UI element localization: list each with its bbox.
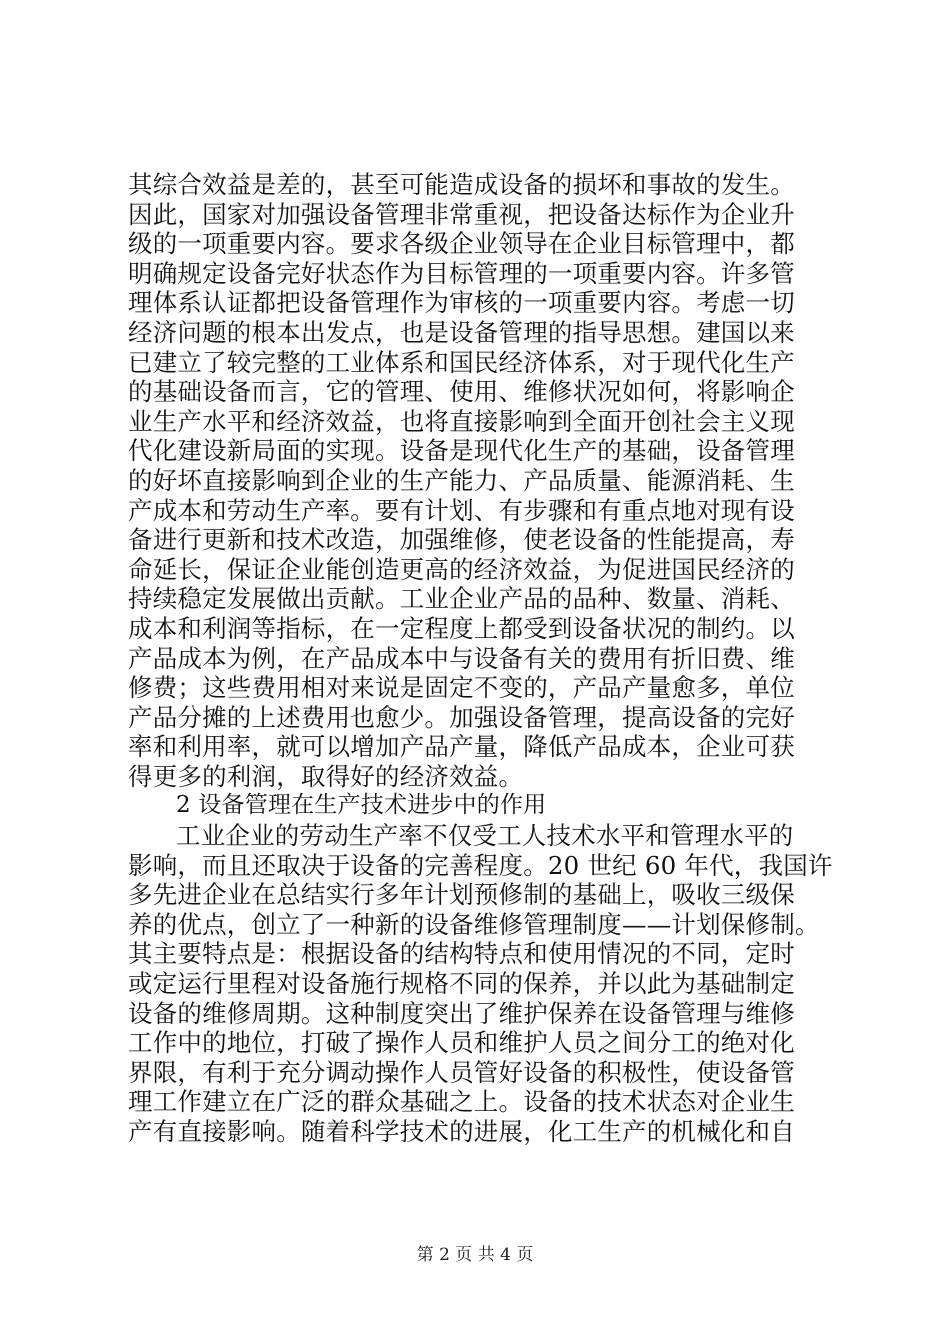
text-line: 界限，有利于充分调动操作人员管好设备的积极性，使设备管 <box>128 1057 795 1087</box>
text-line: 业生产水平和经济效益，也将直接影响到全面开创社会主义现 <box>128 406 795 436</box>
text-line: 设备的维修周期。这种制度突出了维护保养在设备管理与维修 <box>128 998 795 1028</box>
text-line: 理工作建立在广泛的群众基础之上。设备的技术状态对企业生 <box>128 1087 795 1117</box>
page-footer <box>0 1244 950 1266</box>
text-line: 已建立了较完整的工业体系和国民经济体系，对于现代化生产 <box>128 347 795 377</box>
text-line: 产品成本为例，在产品成本中与设备有关的费用有折旧费、维 <box>128 643 795 673</box>
heading-text: 2 设备管理在生产技术进步中的作用 <box>176 792 547 819</box>
text-line: 产成本和劳动生产率。要有计划、有步骤和有重点地对现有设 <box>128 495 795 525</box>
text-line: 产品分摊的上述费用也愈少。加强设备管理，提高设备的完好 <box>128 702 795 732</box>
text-line: 代化建设新局面的实现。设备是现代化生产的基础，设备管理 <box>128 436 795 466</box>
text-line: 命延长，保证企业能创造更高的经济效益，为促进国民经济的 <box>128 554 795 584</box>
text-line: 其综合效益是差的，甚至可能造成设备的损坏和事故的发生。 <box>128 170 795 199</box>
text-line: 级的一项重要内容。要求各级企业领导在企业目标管理中，都 <box>128 229 795 259</box>
text-line: 得更多的利润，取得好的经济效益。 <box>128 761 524 791</box>
paragraph-1 <box>128 170 828 791</box>
text-line: 影响，而且还取决于设备的完善程度。20 世纪 60 年代，我国许 <box>128 850 833 880</box>
text-line: 成本和利润等指标，在一定程度上都受到设备状况的制约。以 <box>128 613 795 643</box>
text-line: 的基础设备而言，它的管理、使用、维修状况如何，将影响企 <box>128 377 795 407</box>
text-line: 备进行更新和技术改造，加强维修，使老设备的性能提高，寿 <box>128 525 795 555</box>
text-line: 工业企业的劳动生产率不仅受工人技术水平和管理水平的 <box>176 821 794 851</box>
section-heading <box>128 791 828 821</box>
page-number: 第 2 页 共 4 页 <box>416 1245 534 1265</box>
text-line: 或定运行里程对设备施行规格不同的保养，并以此为基础制定 <box>128 969 795 999</box>
paragraph-2 <box>128 821 833 1147</box>
text-line: 率和利用率，就可以增加产品产量，降低产品成本，企业可获 <box>128 732 795 762</box>
text-line: 明确规定设备完好状态作为目标管理的一项重要内容。许多管 <box>128 258 795 288</box>
body-text <box>128 170 833 1147</box>
text-line: 理体系认证都把设备管理作为审核的一项重要内容。考虑一切 <box>128 288 795 318</box>
text-line: 持续稳定发展做出贡献。工业企业产品的品种、数量、消耗、 <box>128 584 795 614</box>
text-line: 修费；这些费用相对来说是固定不变的，产品产量愈多，单位 <box>128 673 795 703</box>
text-line: 其主要特点是：根据设备的结构特点和使用情况的不同，定时 <box>128 939 795 969</box>
text-line: 的好坏直接影响到企业的生产能力、产品质量、能源消耗、生 <box>128 465 795 495</box>
text-line: 工作中的地位，打破了操作人员和维护人员之间分工的绝对化 <box>128 1028 795 1058</box>
text-line: 因此，国家对加强设备管理非常重视，把设备达标作为企业升 <box>128 199 795 229</box>
text-line: 多先进企业在总结实行多年计划预修制的基础上，吸收三级保 <box>128 880 795 910</box>
text-line: 产有直接影响。随着科学技术的进展，化工生产的机械化和自 <box>128 1117 795 1146</box>
text-line: 养的优点，创立了一种新的设备维修管理制度——计划保修制。 <box>128 909 820 939</box>
text-line: 经济问题的根本出发点，也是设备管理的指导思想。建国以来 <box>128 317 795 347</box>
